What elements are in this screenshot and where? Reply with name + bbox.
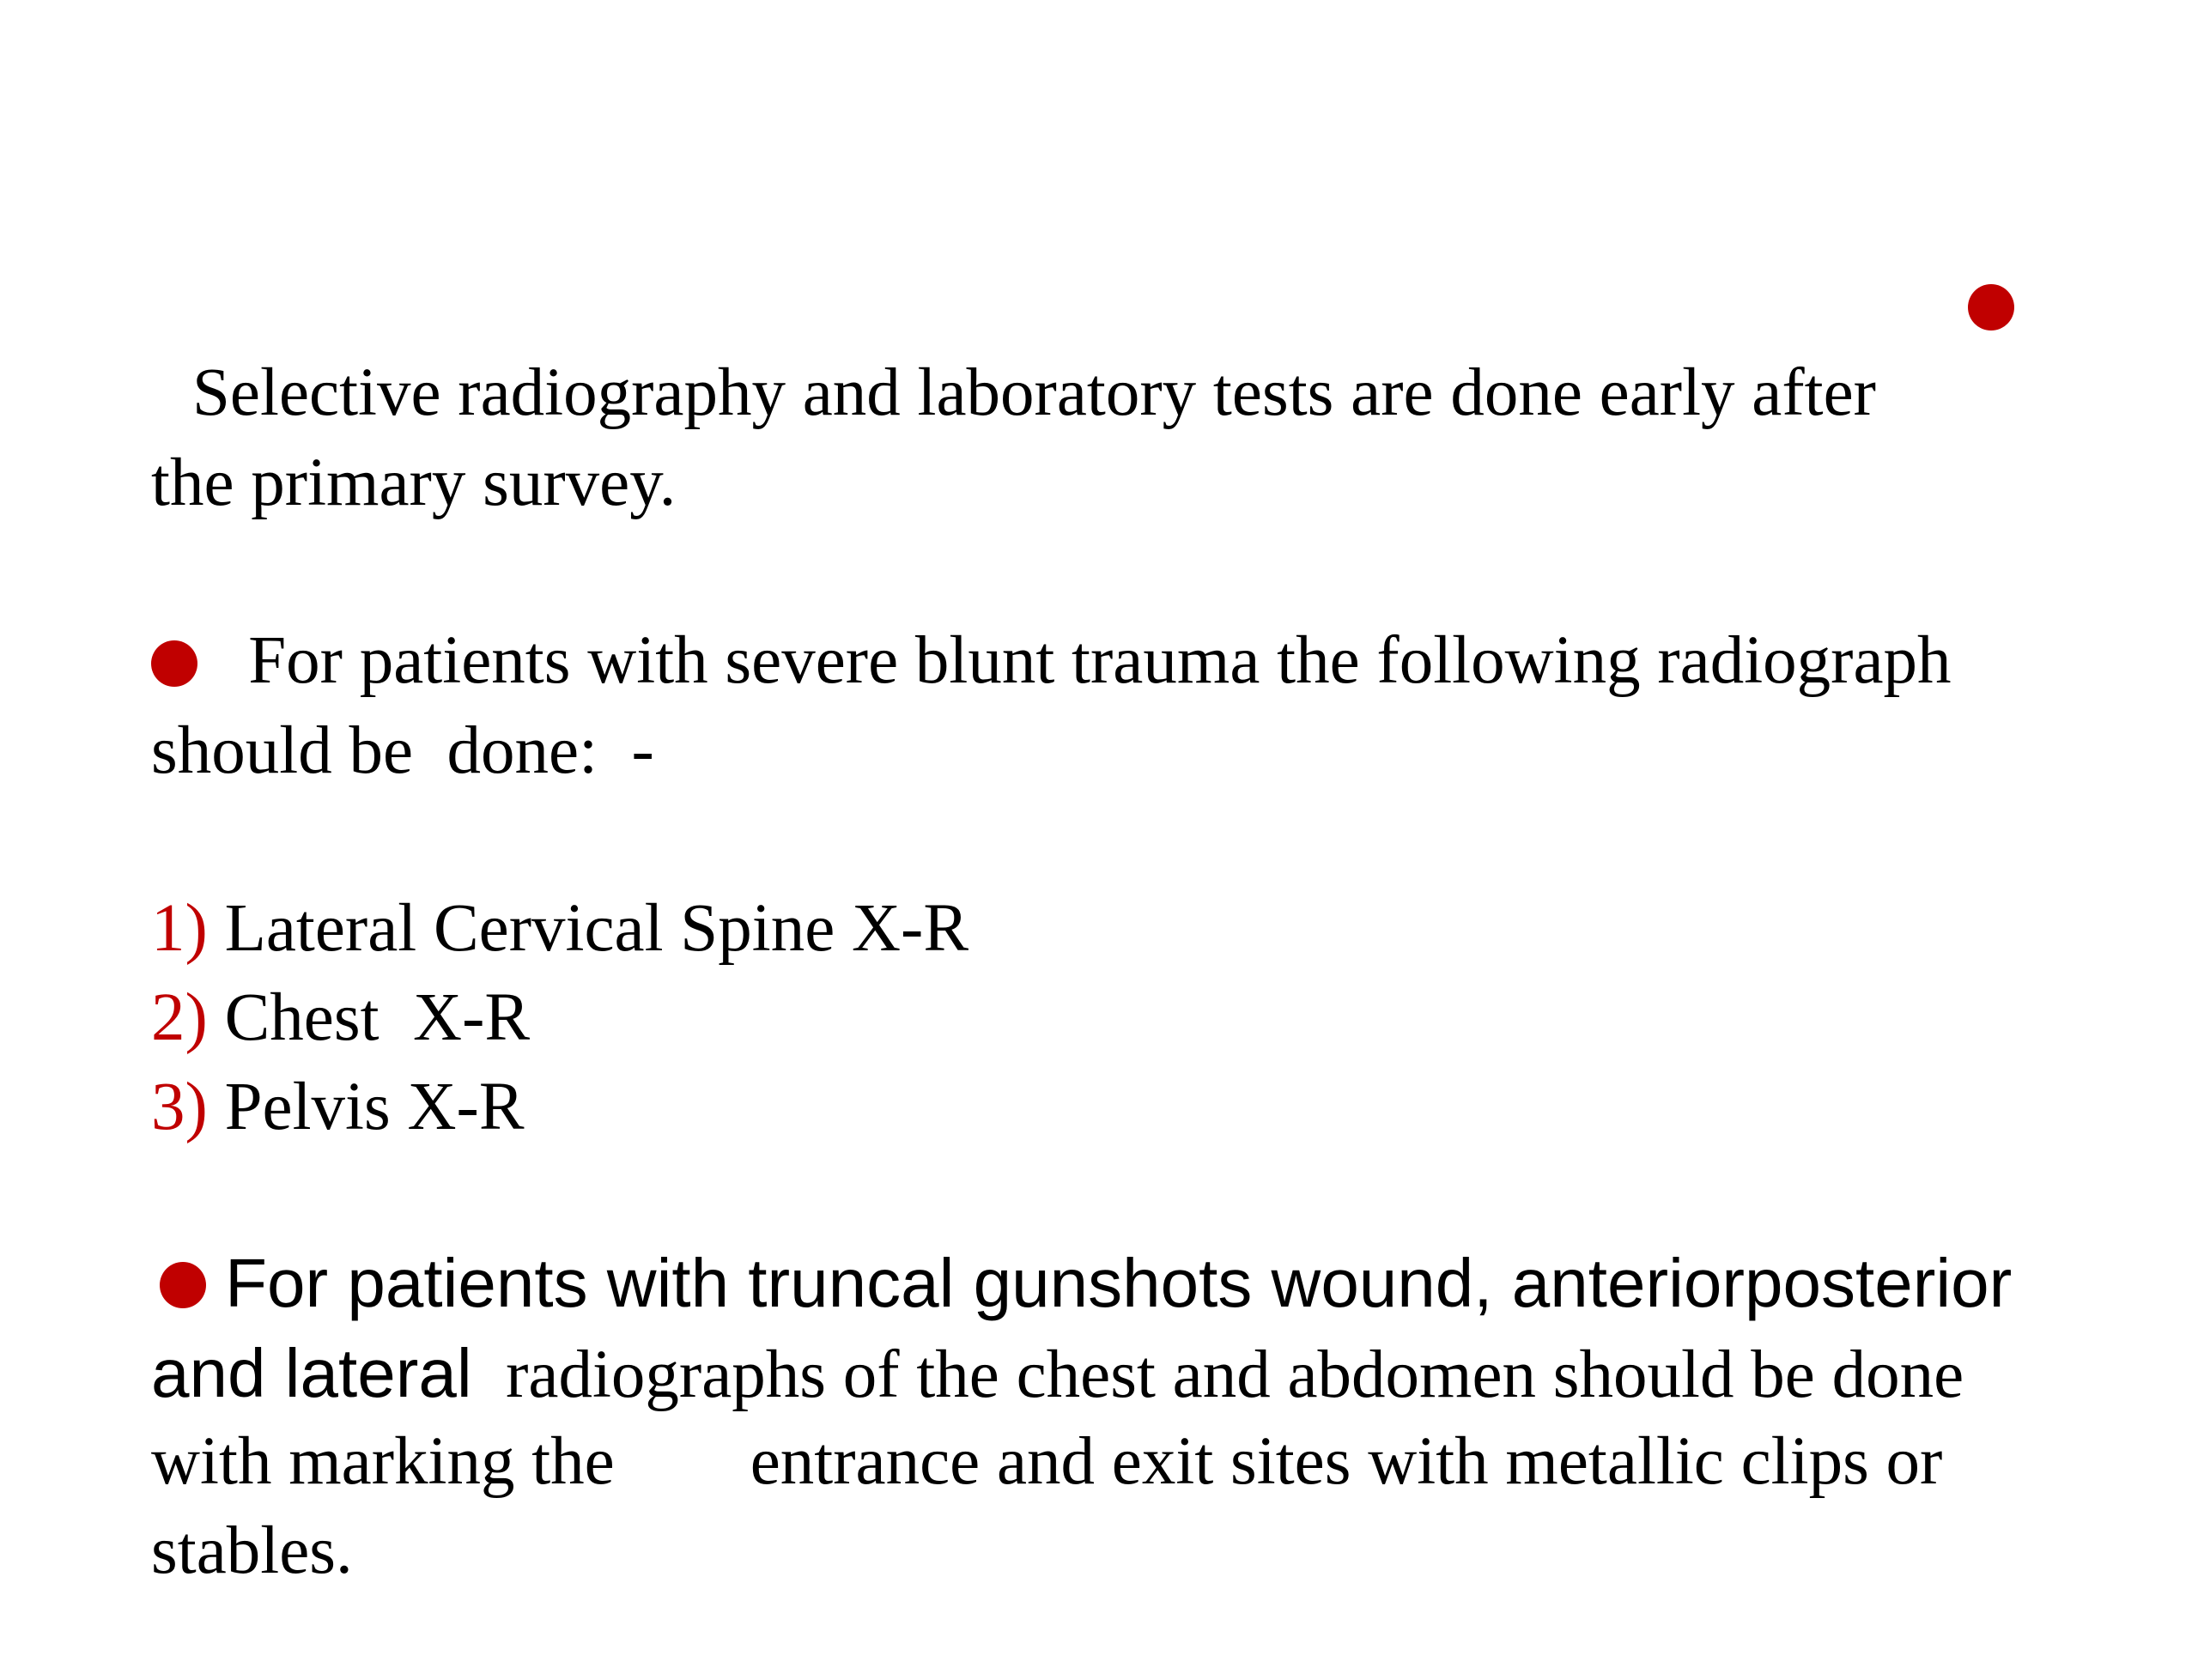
paragraph-3-line-3: [83, 1333, 1943, 1499]
paragraph-1-text-1: Selective radiography and laboratory tests are done early after: [192, 355, 1876, 430]
list-item: [83, 800, 969, 966]
paragraph-1-text-2: the primary survey.: [151, 446, 677, 520]
paragraph-3-line-4: [83, 1422, 353, 1588]
list-item-text: Pelvis X-R: [224, 1070, 525, 1144]
list-item: [83, 979, 525, 1144]
list-item-number: 2): [151, 980, 208, 1055]
paragraph-2-line-1: [83, 532, 1952, 698]
paragraph-1-line-2: [83, 355, 677, 520]
paragraph-3-text-4: stables.: [151, 1513, 353, 1588]
paragraph-3-line-2: [83, 1245, 1964, 1412]
paragraph-3-line-1: [83, 1155, 2013, 1321]
paragraph-3-text-2b: radiographs of the chest and abdomen should be done: [471, 1337, 1964, 1412]
paragraph-1-line-1: [124, 264, 1876, 430]
list-item-text: Lateral Cervical Spine X-R: [224, 891, 969, 966]
list-item-number: 1): [151, 891, 208, 966]
paragraph-3-text-2a: and lateral: [151, 1335, 472, 1411]
bullet-icon: [1968, 284, 2014, 331]
paragraph-2-line-2: [83, 622, 654, 788]
list-item-number: 3): [151, 1070, 208, 1144]
paragraph-2-text-2: should be done: -: [151, 713, 654, 788]
paragraph-3-text-3: with marking the entrance and exit sites with metallic clips or: [151, 1424, 1943, 1499]
paragraph-3-text-1: For patients with truncal gunshots wound, anteriorposterior: [225, 1245, 2013, 1321]
list-item: [83, 889, 531, 1055]
list-item-text: Chest X-R: [224, 980, 531, 1055]
paragraph-2-text-1: For patients with severe blunt trauma the following radiograph: [248, 623, 1952, 698]
